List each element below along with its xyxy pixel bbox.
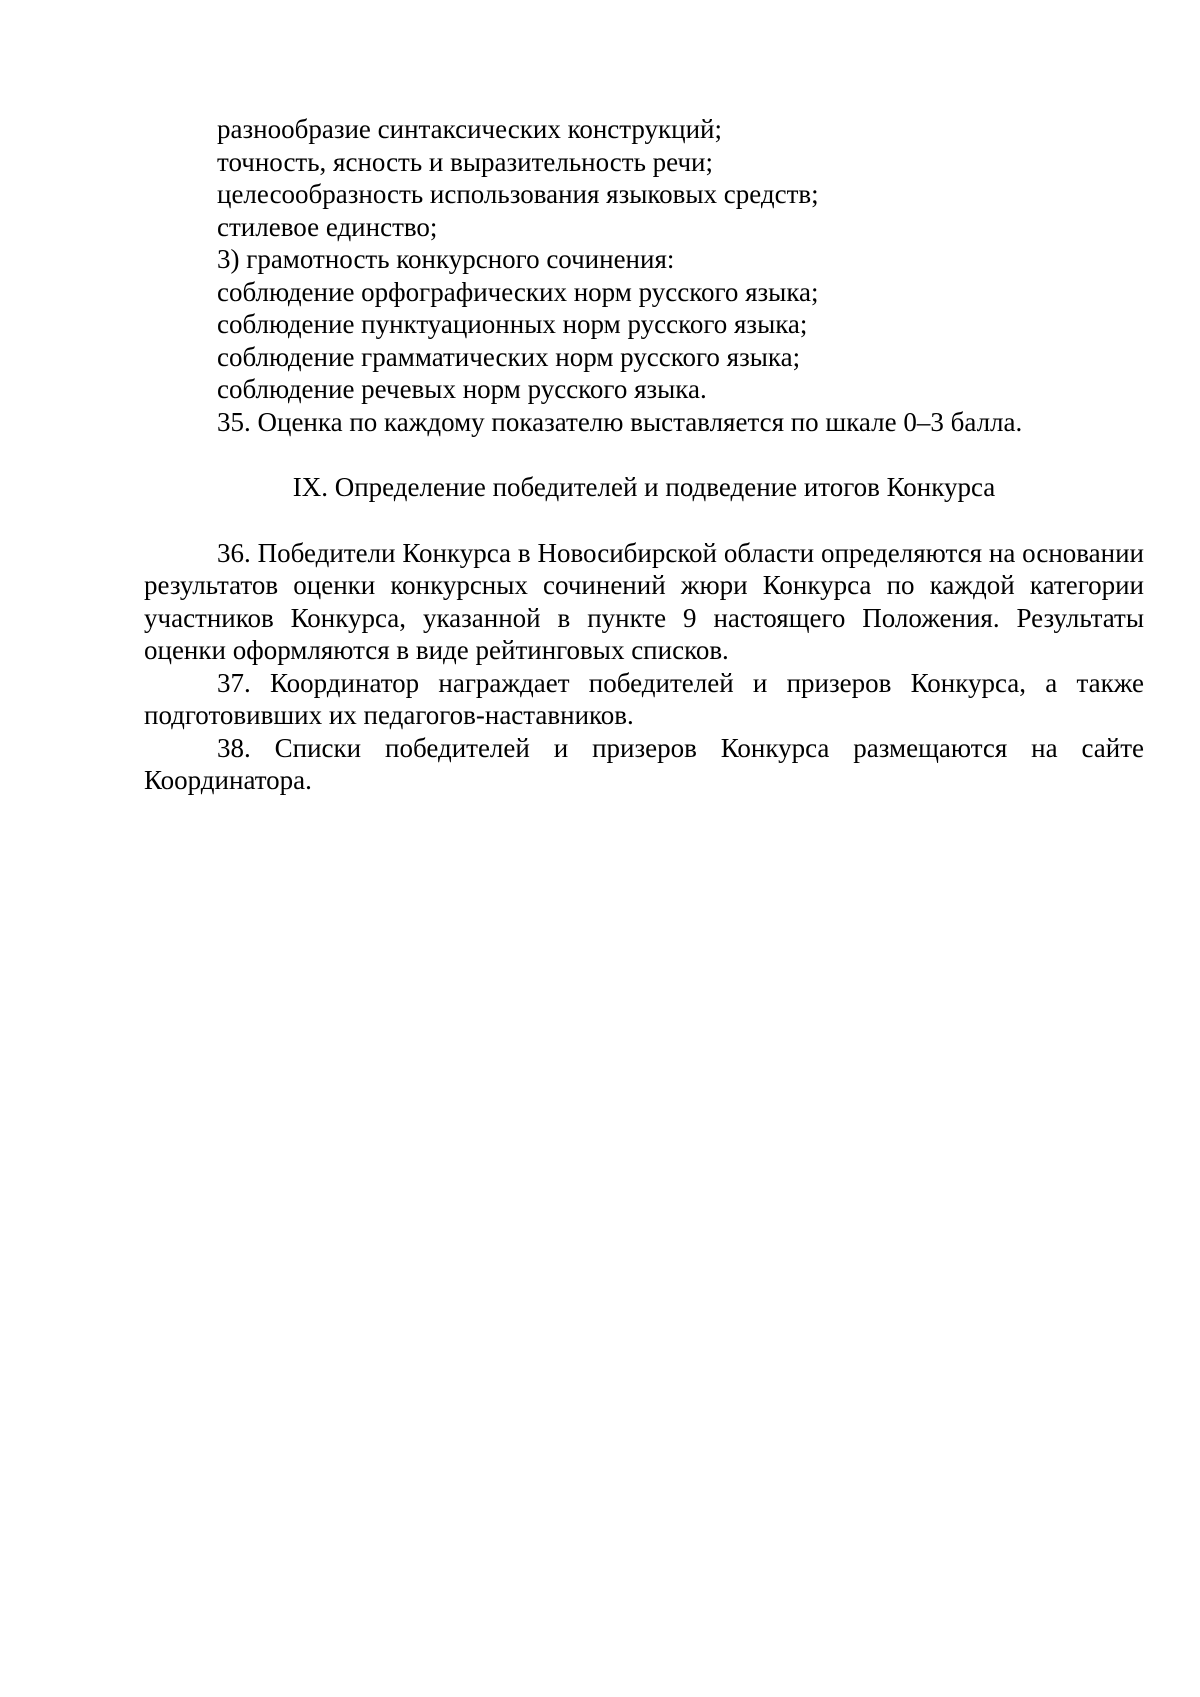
criteria-line: соблюдение грамматических норм русского языка; [217,341,801,372]
section-heading: IX. Определение победителей и подведение итогов Конкурса [292,472,996,502]
paragraph-36: 36. Победители Конкурса в Новосибирской области определяются на основании результатов оценки конкурсных сочинений жюри Конкурса по каждой категории участников Конкурса, указанной в пункте 9 настоящего Положения. Результаты оценки оформляются в виде рейтинговых списков. [144,537,1144,665]
criteria-list [144,113,1144,438]
document-body [144,113,1144,797]
criteria-line: стилевое единство; [217,211,438,242]
paragraph-37: 37. Координатор награждает победителей и призеров Конкурса, а также подготовивших их педагогов-наставников. [144,667,1144,730]
criteria-line: соблюдение речевых норм русского языка. [217,374,707,404]
criteria-line: целесообразность использования языковых средств; [217,179,819,209]
criteria-line: соблюдение орфографических норм русского языка; [217,276,819,307]
criteria-line: разнообразие синтаксических конструкций; [217,114,722,144]
criteria-line: 3) грамотность конкурсного сочинения: [217,244,675,274]
criteria-line: соблюдение пунктуационных норм русского языка; [217,309,808,339]
criteria-line: 35. Оценка по каждому показателю выставляется по шкале 0–3 балла. [217,406,1023,437]
criteria-line: точность, ясность и выразительность речи; [217,146,713,177]
paragraph-38: 38. Списки победителей и призеров Конкурса размещаются на сайте Координатора. [144,732,1144,795]
